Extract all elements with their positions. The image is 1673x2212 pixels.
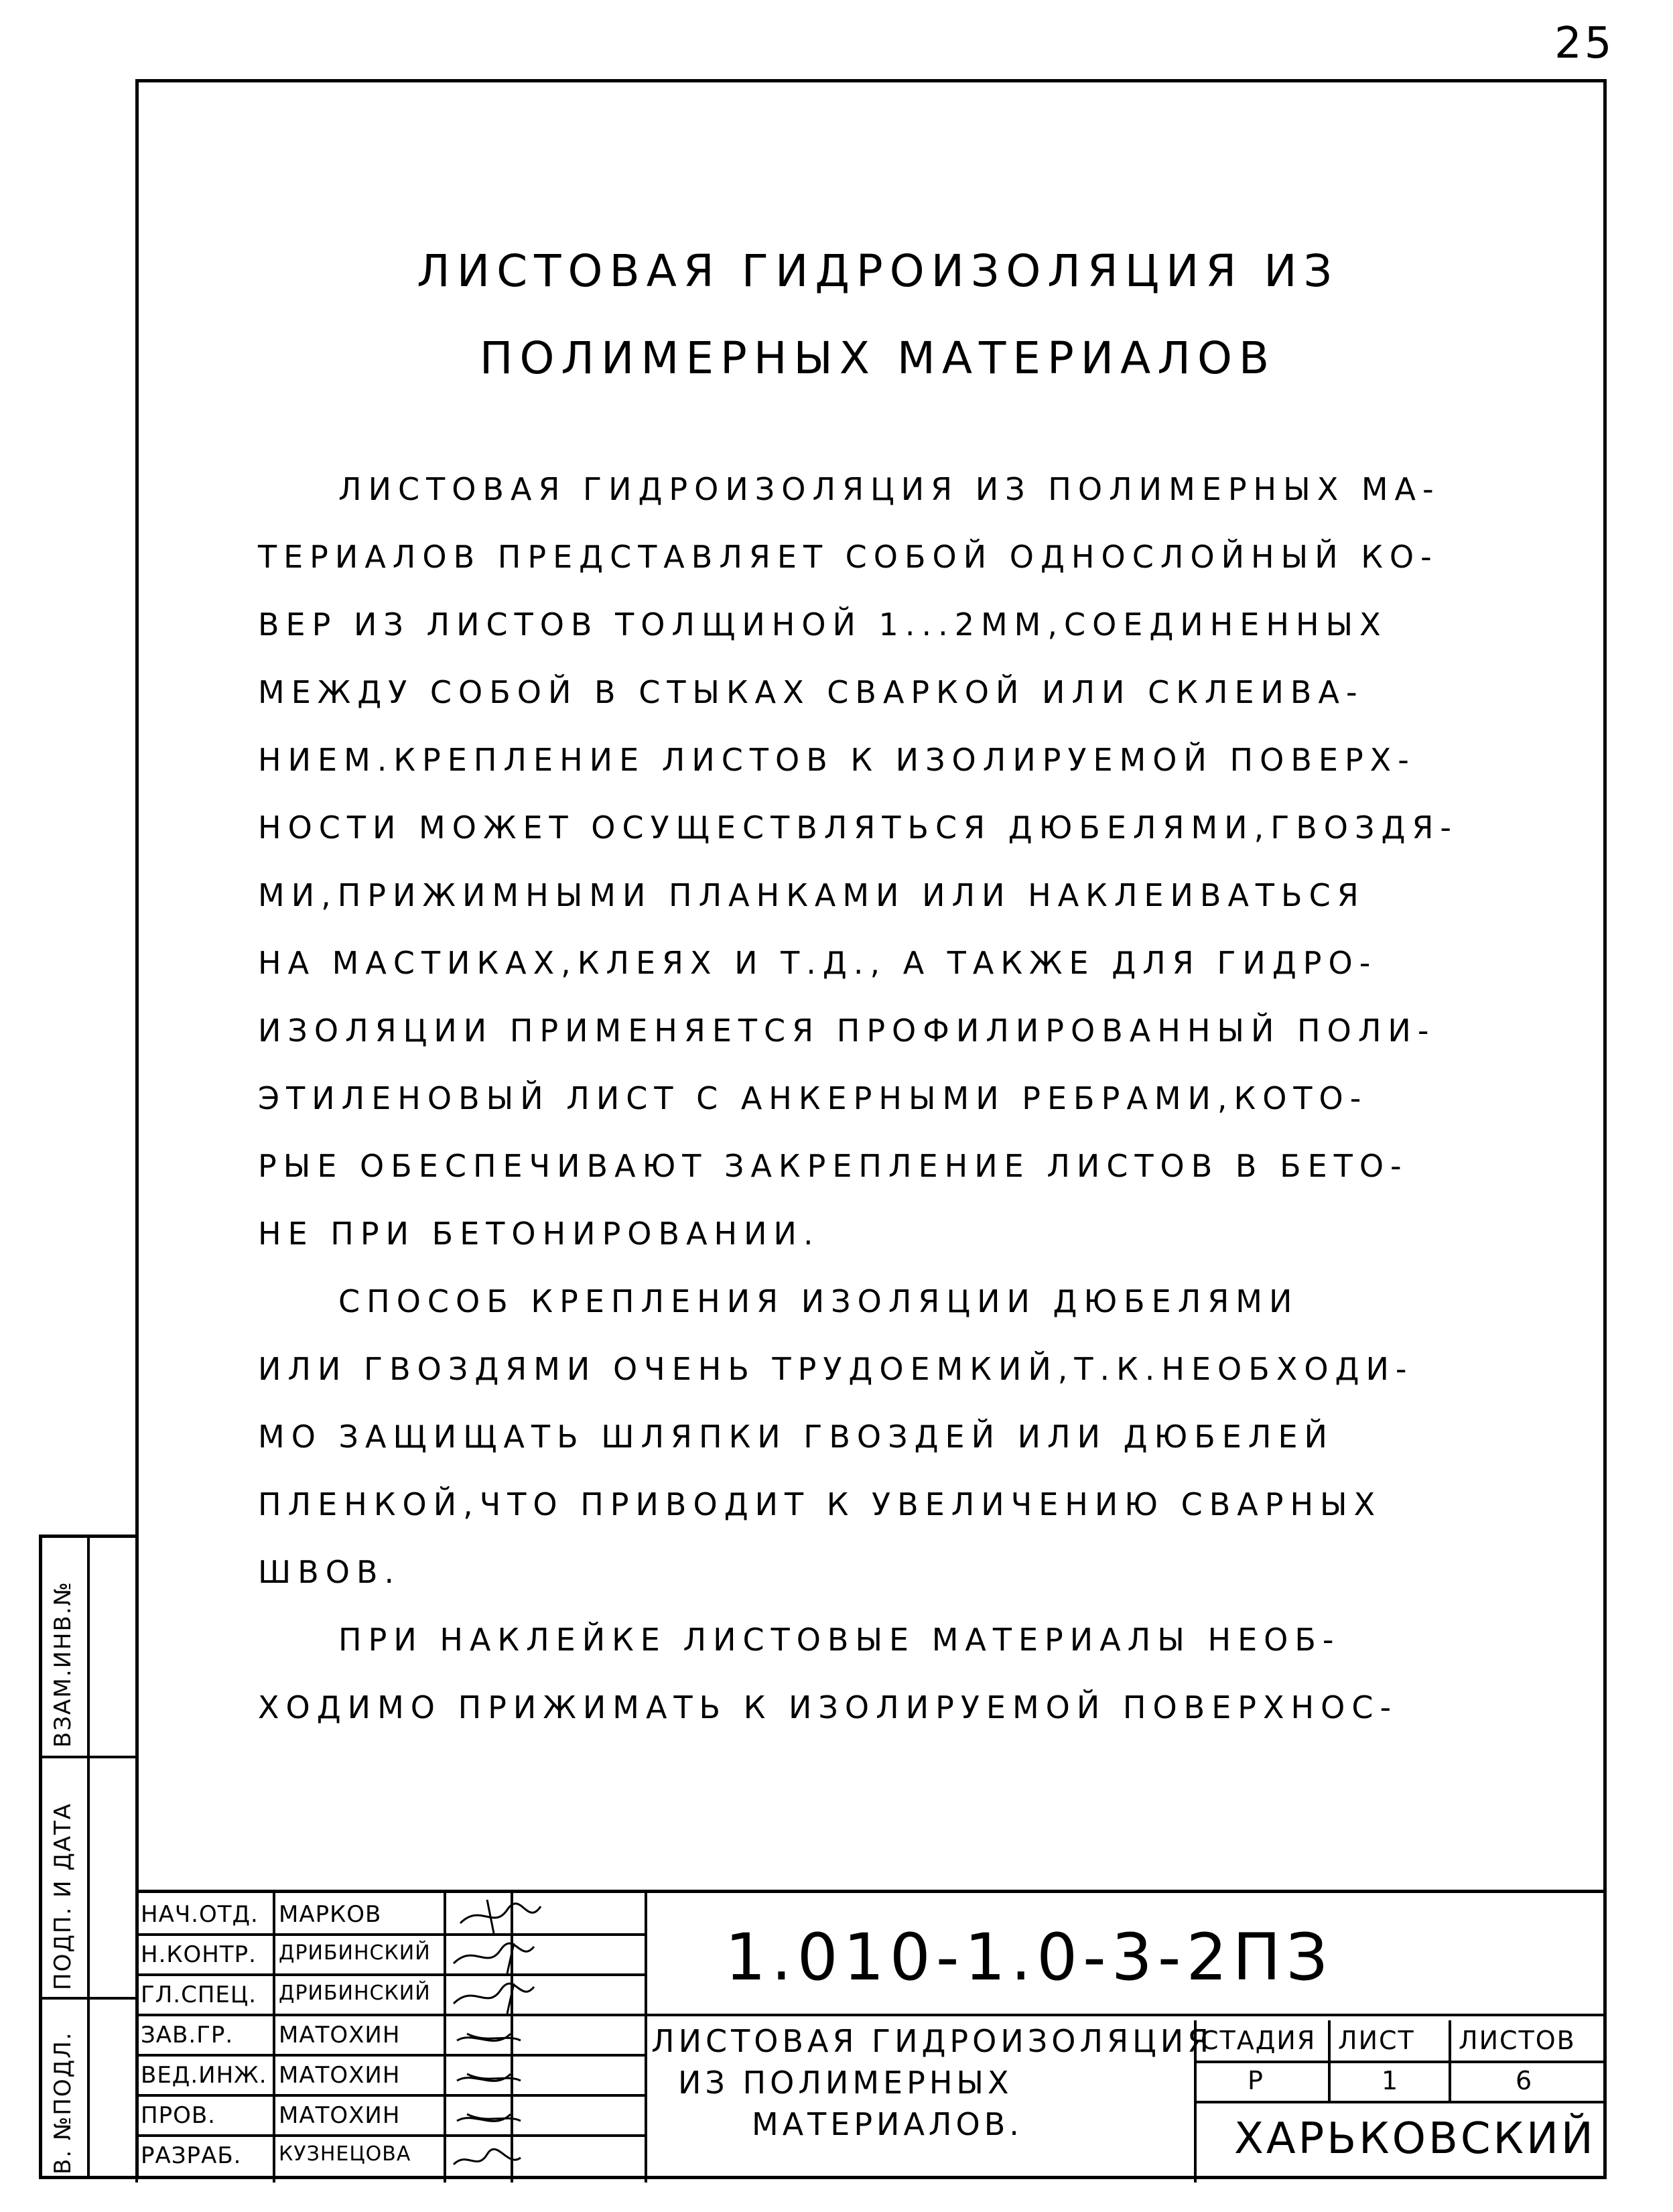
document-title	[315, 228, 1441, 402]
stage-value: Р	[1248, 2066, 1264, 2095]
body-line: ВЕР ИЗ ЛИСТОВ ТОЛЩИНОЙ 1...2ММ,СОЕДИНЕННЫХ	[258, 606, 1388, 643]
sheets-value: 6	[1516, 2066, 1534, 2095]
staff-name: МАТОХИН	[279, 2022, 401, 2048]
staff-role: НАЧ.ОТД.	[141, 1901, 259, 1928]
body-line: ЭТИЛЕНОВЫЙ ЛИСТ С АНКЕРНЫМИ РЕБРАМИ,КОТО-	[258, 1080, 1368, 1116]
document-code: 1.010-1.0-3-2ПЗ	[725, 1920, 1333, 1995]
staff-role: ЗАВ.ГР.	[141, 2022, 234, 2048]
body-line: НОСТИ МОЖЕТ ОСУЩЕСТВЛЯТЬСЯ ДЮБЕЛЯМИ,ГВОЗДЯ-	[258, 809, 1458, 846]
body-line: НИЕМ.КРЕПЛЕНИЕ ЛИСТОВ К ИЗОЛИРУЕМОЙ ПОВЕРХ-	[258, 742, 1416, 778]
body-line: ПЛЕНКОЙ,ЧТО ПРИВОДИТ К УВЕЛИЧЕНИЮ СВАРНЫХ	[258, 1486, 1382, 1522]
organization-name: ХАРЬКОВСКИЙ	[1234, 2114, 1596, 2164]
body-line: МИ,ПРИЖИМНЫМИ ПЛАНКАМИ ИЛИ НАКЛЕИВАТЬСЯ	[258, 877, 1365, 913]
page-number: 25	[1554, 19, 1615, 68]
stage-header: СТАДИЯ	[1201, 2026, 1317, 2055]
sheets-header: ЛИСТОВ	[1459, 2026, 1576, 2055]
body-line: МЕЖДУ СОБОЙ В СТЫКАХ СВАРКОЙ ИЛИ СКЛЕИВА-	[258, 674, 1364, 710]
title-block	[135, 1890, 1607, 2179]
sheet-title-line: ЛИСТОВАЯ ГИДРОИЗОЛЯЦИЯ	[651, 2023, 1213, 2059]
body-line: ШВОВ.	[258, 1554, 401, 1590]
staff-name: МАТОХИН	[279, 2062, 401, 2089]
body-line: ХОДИМО ПРИЖИМАТЬ К ИЗОЛИРУЕМОЙ ПОВЕРХНОС-	[258, 1689, 1398, 1726]
sheet-value: 1	[1382, 2066, 1400, 2095]
strip-divider	[87, 1535, 90, 2179]
staff-role: ПРОВ.	[141, 2102, 216, 2129]
body-line: ЛИСТОВАЯ ГИДРОИЗОЛЯЦИЯ ИЗ ПОЛИМЕРНЫХ МА-	[338, 471, 1441, 507]
body-line: НЕ ПРИ БЕТОНИРОВАНИИ.	[258, 1216, 820, 1252]
body-line: ТЕРИАЛОВ ПРЕДСТАВЛЯЕТ СОБОЙ ОДНОСЛОЙНЫЙ КО-	[258, 539, 1438, 575]
body-line: ПРИ НАКЛЕЙКЕ ЛИСТОВЫЕ МАТЕРИАЛЫ НЕОБ-	[338, 1622, 1341, 1658]
staff-name: МАТОХИН	[279, 2102, 401, 2129]
sheet-header: ЛИСТ	[1338, 2026, 1415, 2055]
body-text	[258, 456, 1484, 1742]
sheet-title-line: ИЗ ПОЛИМЕРНЫХ	[678, 2065, 1013, 2101]
staff-name: ДРИБИНСКИЙ	[279, 1981, 431, 2005]
signatures-graphic	[447, 1896, 641, 2178]
staff-role: РАЗРАБ.	[141, 2142, 242, 2169]
strip-label-orig-inv: В. №ПОДЛ.	[50, 2031, 76, 2174]
staff-name: КУЗНЕЦОВА	[279, 2142, 411, 2166]
strip-label-sign-date: ПОДП. И ДАТА	[50, 1802, 76, 1990]
body-line: ИЛИ ГВОЗДЯМИ ОЧЕНЬ ТРУДОЕМКИЙ,Т.К.НЕОБХОДИ-	[258, 1351, 1414, 1387]
staff-role: ГЛ.СПЕЦ.	[141, 1981, 257, 2008]
staff-name: ДРИБИНСКИЙ	[279, 1941, 431, 1965]
staff-role: Н.КОНТР.	[141, 1941, 257, 1968]
body-line: СПОСОБ КРЕПЛЕНИЯ ИЗОЛЯЦИИ ДЮБЕЛЯМИ	[338, 1283, 1299, 1319]
strip-label-replaced-inv: ВЗАМ.ИНВ.№	[50, 1580, 76, 1748]
body-line: МО ЗАЩИЩАТЬ ШЛЯПКИ ГВОЗДЕЙ ИЛИ ДЮБЕЛЕЙ	[258, 1419, 1334, 1455]
staff-name: МАРКОВ	[279, 1901, 382, 1928]
body-line: ИЗОЛЯЦИИ ПРИМЕНЯЕТСЯ ПРОФИЛИРОВАННЫЙ ПОЛИ-	[258, 1013, 1436, 1049]
document-title-line-1: ЛИСТОВАЯ ГИДРОИЗОЛЯЦИЯ ИЗ	[417, 245, 1339, 297]
body-line: НА МАСТИКАХ,КЛЕЯХ И Т.Д., А ТАКЖЕ ДЛЯ ГИДРО-	[258, 945, 1378, 981]
sheet-title-line: МАТЕРИАЛОВ.	[752, 2106, 1023, 2142]
document-title-line-2: ПОЛИМЕРНЫХ МАТЕРИАЛОВ	[479, 332, 1276, 384]
left-stamp-strip	[39, 1535, 135, 2179]
body-line: РЫЕ ОБЕСПЕЧИВАЮТ ЗАКРЕПЛЕНИЕ ЛИСТОВ В БЕТО-	[258, 1148, 1408, 1184]
staff-role: ВЕД.ИНЖ.	[141, 2062, 267, 2089]
